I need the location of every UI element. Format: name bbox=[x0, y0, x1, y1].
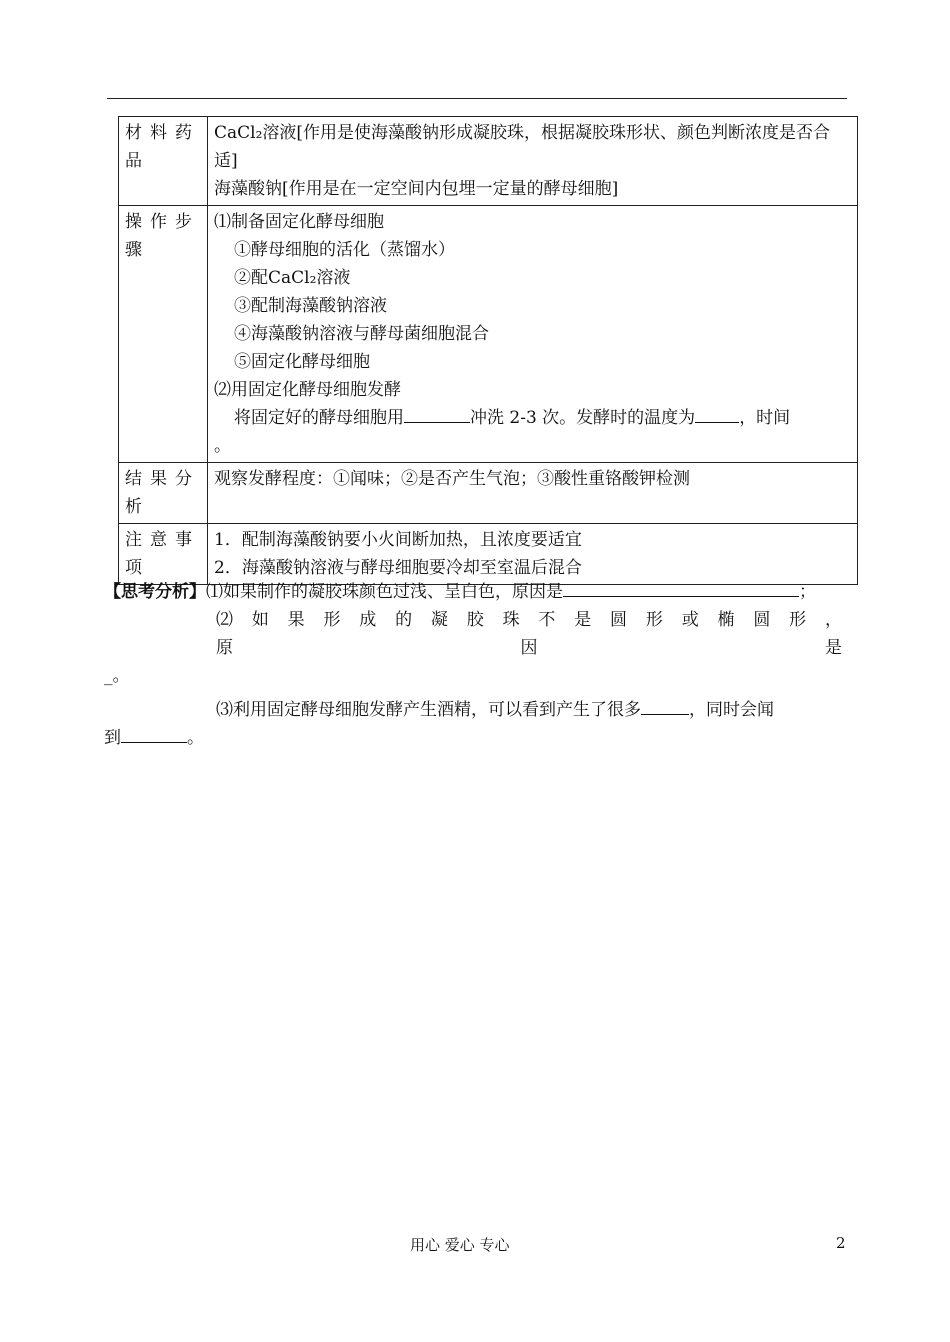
step-item: ③配制海藻酸钠溶液 bbox=[234, 296, 387, 316]
row-content bbox=[208, 206, 858, 463]
header-rule bbox=[107, 98, 847, 99]
wash-line: 将固定好的酵母细胞用 冲洗 2-3 次。发酵时的温度为 ，时间 bbox=[214, 404, 851, 432]
question-2-end: _。 bbox=[104, 666, 130, 686]
step-heading: ⑴制备固定化酵母细胞 bbox=[214, 212, 384, 232]
step-item: ⑤固定化酵母细胞 bbox=[234, 352, 370, 372]
blank-wash-agent[interactable] bbox=[404, 404, 470, 423]
row-content bbox=[208, 524, 858, 585]
alginate-line: 海藻酸钠[作用是在一定空间内包埋一定量的酵母细胞] bbox=[214, 179, 619, 199]
thinking-analysis bbox=[104, 578, 848, 752]
row-content: 观察发酵程度：①闻味；②是否产生气泡；③酸性重铬酸钾检测 bbox=[208, 463, 858, 524]
table-row bbox=[119, 117, 858, 206]
question-3-cont: 到 。 bbox=[104, 724, 848, 752]
row-label: 操作步骤 bbox=[119, 206, 208, 463]
question-2: ⑵ 如 果 形 成 的 凝 胶 珠 不 是 圆 形 或 椭 圆 形 ， 原 因 是 bbox=[216, 610, 848, 658]
step-item: ①酵母细胞的活化（蒸馏水） bbox=[234, 240, 455, 260]
row-label: 注意事项 bbox=[119, 524, 208, 585]
note-item: 1．配制海藻酸钠要小火间断加热，且浓度要适宜 bbox=[214, 530, 582, 550]
row-label: 材料药品 bbox=[119, 117, 208, 206]
table-row bbox=[119, 206, 858, 463]
think-heading: 【思考分析】 bbox=[104, 582, 206, 602]
blank-q1[interactable] bbox=[563, 578, 799, 597]
blank-q3-b[interactable] bbox=[121, 724, 187, 743]
footer-slogan: 用心 爱心 专心 bbox=[410, 1236, 510, 1254]
step-item: ②配CaCl₂溶液 bbox=[234, 268, 351, 288]
table-row bbox=[119, 524, 858, 585]
page-number: 2 bbox=[836, 1234, 846, 1252]
question-3: ⑶利用固定酵母细胞发酵产生酒精，可以看到产生了很多 ，同时会闻 bbox=[104, 696, 848, 724]
blank-q3-a[interactable] bbox=[641, 696, 689, 715]
note-item: 2．海藻酸钠溶液与酵母细胞要冷却至室温后混合 bbox=[214, 558, 582, 578]
wash-end: 。 bbox=[214, 436, 231, 456]
step-heading: ⑵用固定化酵母细胞发酵 bbox=[214, 380, 401, 400]
question-1: 【思考分析】⑴如果制作的凝胶珠颜色过浅、呈白色，原因是 ； bbox=[104, 578, 848, 606]
experiment-table bbox=[118, 116, 858, 585]
table-row bbox=[119, 463, 858, 524]
row-content bbox=[208, 117, 858, 206]
row-label: 结果分析 bbox=[119, 463, 208, 524]
step-item: ④海藻酸钠溶液与酵母菌细胞混合 bbox=[234, 324, 489, 344]
blank-temperature[interactable] bbox=[695, 404, 739, 423]
cacl2-line: CaCl₂溶液[作用是使海藻酸钠形成凝胶珠，根据凝胶珠形状、颜色判断浓度是否合适] bbox=[214, 123, 831, 171]
